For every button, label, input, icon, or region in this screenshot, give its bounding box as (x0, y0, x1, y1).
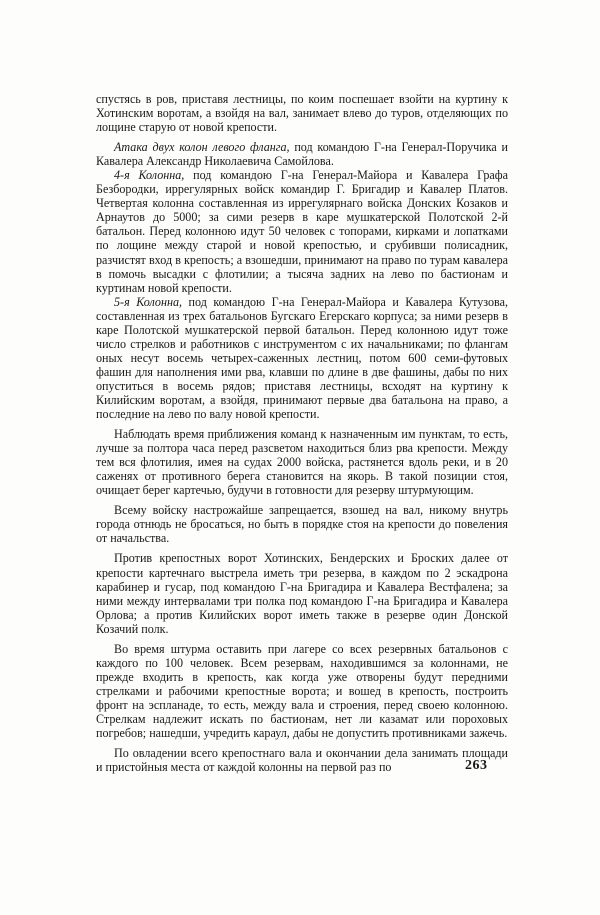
paragraph-text: Наблюдать время приближения команд к назначенным им пунктам, то есть, лучше за полтора часа перед разсветом находиться близ рва крепости. Между тем вся флотилия, имея на судах 2000 войска, растянется вдоль реки, и в 20 саженях от противного берега становится на якорь. В такой позиции стоя, очищает берег картечью, будучи в готовности для резерву штурмующим. (96, 427, 508, 498)
paragraph-column-4 (96, 168, 508, 294)
paragraph-lead-italic: 5-я Колонна, (114, 294, 183, 309)
paragraph-approach-timing (96, 427, 508, 497)
paragraph-text: Во время штурма оставить при лагере со всех резервных батальонов с каждого по 100 человек. Всем резервам, находившимся за колоннами, не прежде входить в крепость, как когда уже отворены будут передними стрелками и рабочими крепостные ворота; и вошед в крепость, построить фронт на эспланаде, то есть, между вала и строения, перед своею колонною. Стрелкам надлежит искать по бастионам, нет ли казамат или пороховых погребов; нашедши, учредить караул, дабы не допустить противниками зажечь. (96, 641, 508, 741)
paragraph-text: Против крепостных ворот Хотинских, Бендерских и Броских далее от крепости картечнаго выстрела иметь три резерва, в каждом по 2 эскадрона карабинер и гусар, под командою Г-на Бригадира и Кавалера Вестфалена; за ними между интервалами три полка под командою Г-на Бригадира и Кавалера Орлова; а против Килийских ворот иметь также в резерве один Донской Козачий полк. (96, 551, 508, 636)
paragraph-left-flank-attack (96, 140, 508, 168)
paragraph-continuation (96, 92, 508, 134)
paragraph-lead-italic: 4-я Колонна, (114, 168, 185, 183)
paragraph-lead-italic: Атака двух колон левого фланга, (114, 140, 290, 155)
paragraph-text: под командою Г-на Генерал-Майора и Кавалера Кутузова, составленная из трех батальонов Бугскаго Егерскаго корпуса; за ними резерв в каре Полотской мушкатерской первой батальон. Перед колонною идут тоже число стрелков и работников с инструментом с их начальниками; по флангам оных несут восемь четырех-саженных лестниц, потом 600 семи-футовых фашин для наполнения ими рва, клавши по длине в две фашины, дабы по них опуститься в восемь рядов; приставя лестницы, всходят на куртину к Килийским воротам, а взойдя, принимают первые два батальона на право, а последние на лево по валу новой крепости. (96, 294, 508, 422)
paragraph-camp-reserves (96, 642, 508, 740)
paragraph-text: спустясь в ров, приставя лестницы, по коим поспешает взойти на куртину к Хотинским воротам, а взойдя на вал, занимает влево до туров, отделяющих по лощине старую от новой крепости. (96, 92, 508, 135)
page-number: 263 (465, 758, 488, 773)
paragraph-text: По овладении всего крепостнаго вала и окончании дела занимать площади и пристойныя места от каждой колонны на первой раз по (96, 746, 508, 775)
paragraph-column-5 (96, 295, 508, 421)
paragraph-text: Всему войску настрожайше запрещается, взошед на вал, никому внутрь города отнюдь не бросаться, но быть в порядке стоя на крепости до повеления от начальства. (96, 503, 508, 546)
paragraph-text: под командою Г-на Генерал-Майора и Кавалера Графа Безбородки, иррегулярных войск командир Г. Бригадир и Кавалер Платов. Четвертая колонна составленная из иррегулярнаго войска Донских Козаков и Арнаутов до 5000; за сими резерв в каре мушкатерской Полотской 2-й батальон. Перед колонною идут 50 человек с топорами, кирками и лопатками по лощине между старой и новой крепостью, и срубивши полисадник, разчистят вход в крепость; а взошедши, принимают на право по турам кавалера в помочь высадки с флотилии; а тысяча задних на лево по бастионам и куртинам новой крепости. (96, 168, 508, 295)
paragraph-gate-reserves (96, 551, 508, 635)
paragraph-text: под командою Г-на Генерал-Поручика и Кавалера Александр Николаевича Самойлова. (96, 140, 508, 169)
paragraph-order-no-entry (96, 503, 508, 545)
paragraph-after-capture (96, 746, 508, 774)
body-text (96, 92, 508, 774)
